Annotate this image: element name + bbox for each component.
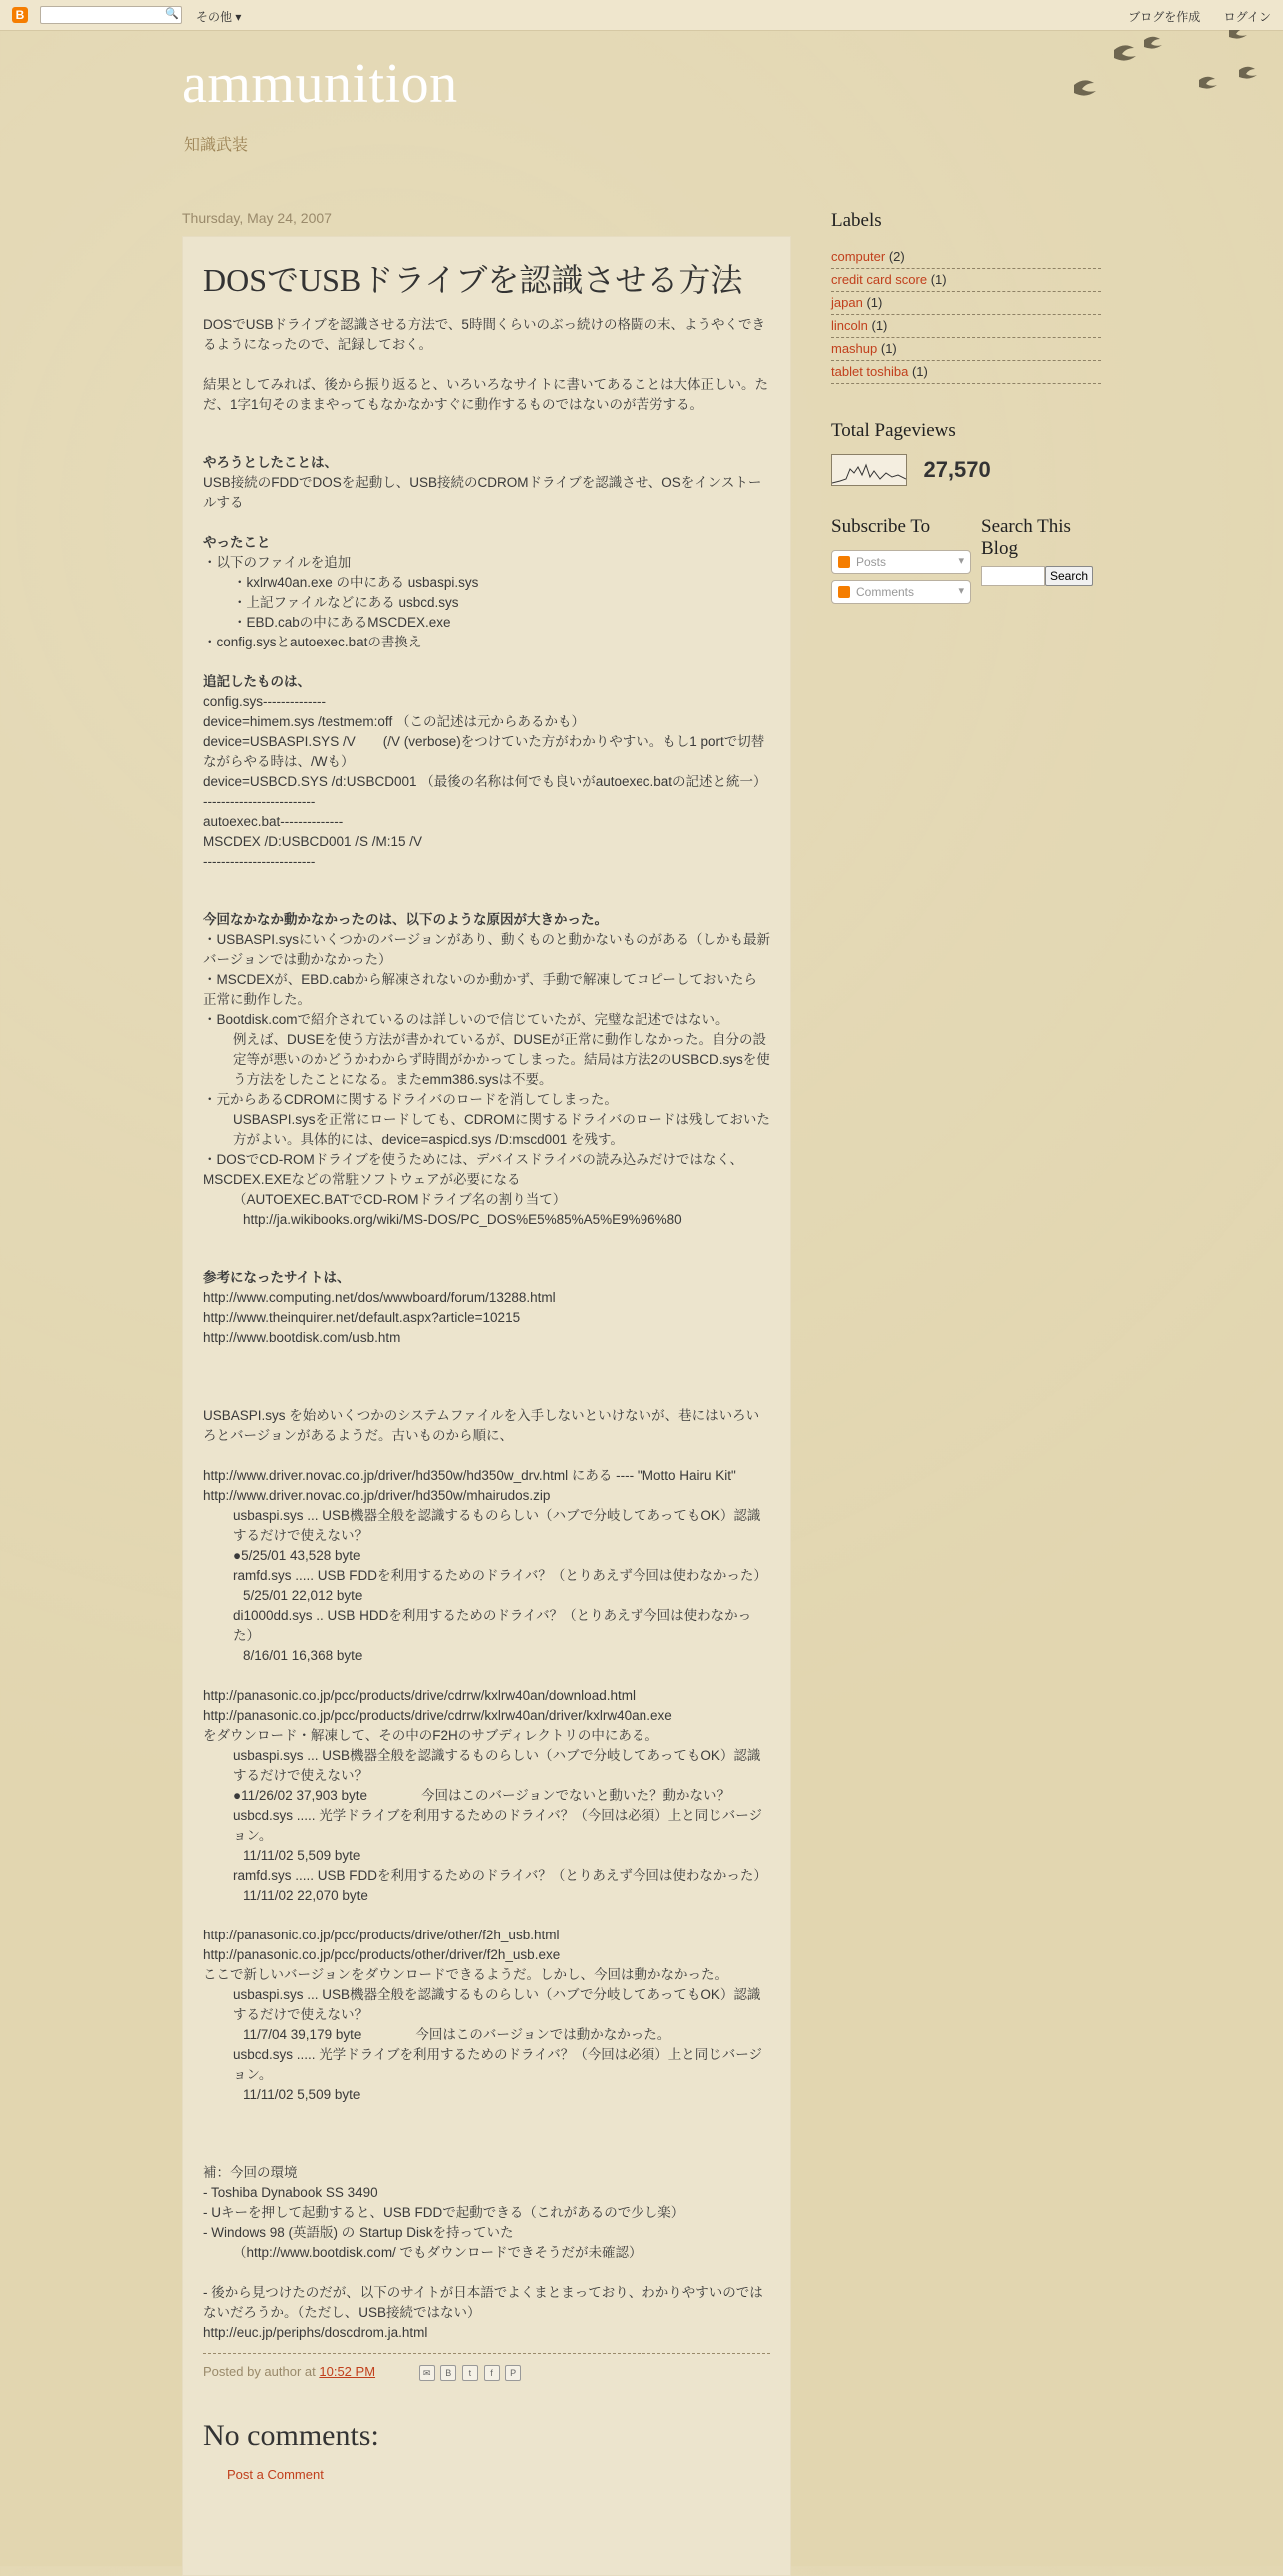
- post-heading: やろうとしたことは、: [203, 455, 338, 470]
- post-heading: やったこと: [203, 535, 271, 550]
- post-heading: 追記したものは、: [203, 674, 311, 689]
- navbar-search-input[interactable]: [40, 6, 182, 24]
- post-paragraph: 結果としてみれば、後から振り返ると、いろいろなサイトに書いてあることは大体正しい。ただ、1字1句そのままやってもなかなかすぐに動作するものではないのが苦労する。: [203, 377, 769, 412]
- label-link[interactable]: mashup: [831, 341, 878, 356]
- post-paragraph: 8/16/01 16,368 byte: [243, 1648, 363, 1663]
- post-heading: 参考になったサイトは、: [203, 1270, 351, 1285]
- chevron-down-icon: ▾: [958, 585, 964, 597]
- post-paragraph: -------------------------: [203, 794, 316, 809]
- pageviews-widget: [831, 420, 991, 486]
- post-paragraph: ・DOSでCD-ROMドライブを使うためには、デバイスドライバの読み込みだけではなく、MSCDEX.EXEなどの常駐ソフトウェアが必要になる: [203, 1152, 744, 1187]
- blogthis-icon[interactable]: B: [440, 2365, 456, 2381]
- post-heading: 今回なかなか動かなかったのは、以下のような原因が大きかった。: [203, 912, 608, 927]
- post-paragraph: ●5/25/01 43,528 byte: [233, 1548, 361, 1563]
- post-paragraph: をダウンロード・解凍して、その中のF2Hのサブディレクトリの中にある。: [203, 1728, 658, 1743]
- navbar: [0, 0, 1283, 31]
- blogger-logo-icon[interactable]: B: [12, 7, 28, 23]
- post-paragraph: di1000dd.sys .. USB HDDを利用するためのドライバ？（とりあえず今回は使わなかった）: [233, 1608, 752, 1643]
- label-count: (2): [888, 249, 905, 264]
- label-item[interactable]: [831, 246, 1101, 269]
- label-link[interactable]: credit card score: [831, 272, 928, 287]
- post-paragraph: device=himem.sys /testmem:off （この記述は元からあるかも）: [203, 714, 585, 729]
- post-paragraph: usbcd.sys ..... 光学ドライブを利用するためのドライバ？（今回は必須）上と同じバージョン。: [233, 1808, 763, 1843]
- post-paragraph: - Windows 98 (英語版) の Startup Diskを持っていた: [203, 2225, 514, 2240]
- pageviews-title: Total Pageviews: [831, 420, 956, 441]
- post-paragraph: MSCDEX /D:USBCD001 /S /M:15 /V: [203, 834, 423, 849]
- post-paragraph: usbaspi.sys ... USB機器全般を認識するものらしい（ハブで分岐してあってもOK）認識するだけで使えない？: [233, 1987, 761, 2022]
- post-paragraph: device=USBASPI.SYS /V (/V (verbose)をつけていた方がわかりやすい。もし1 portで切替ながらやる時は、/Wも）: [203, 734, 765, 769]
- blog-title[interactable]: ammunition: [182, 53, 458, 115]
- label-item[interactable]: [831, 292, 1101, 315]
- search-icon[interactable]: 🔍: [165, 8, 179, 20]
- post-paragraph: USB接続のFDDでDOSを起動し、USB接続のCDROMドライブを認識させ、OSをインストールする: [203, 475, 762, 510]
- post-paragraph: DOSでUSBドライブを認識させる方法で、5時間くらいのぶっ続けの格闘の末、ようやくできるようになったので、記録しておく。: [203, 317, 765, 352]
- post-paragraph: ・MSCDEXが、EBD.cabから解凍されないのか動かず、手動で解凍してコピーしておいたら正常に動作した。: [203, 972, 757, 1007]
- blog-description: 知識武装: [184, 137, 249, 154]
- label-item[interactable]: [831, 338, 1101, 361]
- post-paragraph: usbaspi.sys ... USB機器全般を認識するものらしい（ハブで分岐してあってもOK）認識するだけで使えない？: [233, 1508, 761, 1543]
- post-paragraph: ・以下のファイルを追加: [203, 555, 352, 570]
- post-paragraph: 11/7/04 39,179 byte 今回はこのバージョンでは動かなかった。: [243, 2027, 671, 2042]
- twitter-icon[interactable]: t: [462, 2365, 478, 2381]
- label-count: (1): [866, 295, 883, 310]
- post-link[interactable]: http://www.computing.net/dos/wwwboard/forum/13288.html: [203, 1290, 556, 1305]
- pinterest-icon[interactable]: P: [505, 2365, 521, 2381]
- label-item[interactable]: [831, 315, 1101, 338]
- label-item[interactable]: [831, 269, 1101, 292]
- post-link[interactable]: http://www.theinquirer.net/default.aspx?article=10215: [203, 1310, 521, 1325]
- post-title[interactable]: DOSでUSBドライブを認識させる方法: [203, 262, 743, 298]
- facebook-icon[interactable]: f: [484, 2365, 500, 2381]
- label-count: (1): [880, 341, 897, 356]
- post-paragraph: ・USBASPI.sysにいくつかのバージョンがあり、動くものと動かないものがある（しかも最新バージョンでは動かなかった）: [203, 932, 770, 967]
- post-paragraph: ・config.sysとautoexec.batの書換え: [203, 635, 422, 649]
- label-item[interactable]: [831, 361, 1101, 384]
- post-paragraph: ramfd.sys ..... USB FDDを利用するためのドライバ？（とりあえず今回は使わなかった）: [233, 1568, 767, 1583]
- post-link[interactable]: http://euc.jp/periphs/doscdrom.ja.html: [203, 2325, 428, 2340]
- post-paragraph: - Toshiba Dynabook SS 3490: [203, 2185, 378, 2200]
- label-link[interactable]: lincoln: [831, 318, 868, 333]
- sidebar: [831, 210, 1101, 599]
- post-paragraph: ●11/26/02 37,903 byte 今回はこのバージョンでないと動いた？動かない？: [233, 1788, 730, 1803]
- label-list: [831, 246, 1101, 384]
- post-paragraph: - 後から見つけたのだが、以下のサイトが日本語でよくまとまっており、わかりやすいのではないだろうか。（ただし、USB接続ではない）: [203, 2285, 763, 2320]
- birds-decoration-icon: [899, 30, 1283, 140]
- login-link[interactable]: ログイン: [1223, 10, 1271, 24]
- label-link[interactable]: tablet toshiba: [831, 364, 909, 379]
- post-link[interactable]: http://panasonic.co.jp/pcc/products/drive/other/f2h_usb.html: [203, 1928, 560, 1942]
- post-link[interactable]: http://www.bootdisk.com/usb.htm: [203, 1330, 401, 1345]
- email-icon[interactable]: ✉: [419, 2365, 435, 2381]
- comments-title: No comments:: [203, 2419, 379, 2453]
- label-link[interactable]: japan: [831, 295, 863, 310]
- post-author: Posted by author at: [203, 2364, 316, 2379]
- post-timestamp-link[interactable]: 10:52 PM: [319, 2364, 376, 2379]
- pageviews-sparkline-icon: [831, 454, 907, 486]
- post-paragraph: config.sys--------------: [203, 694, 326, 709]
- post-paragraph: USBASPI.sysを正常にロードしても、CDROMに関するドライバのロードは残しておいた方がよい。具体的には、device=aspicd.sys /D:mscd001 を残す。: [233, 1112, 770, 1147]
- label-count: (1): [871, 318, 888, 333]
- post-paragraph: device=USBCD.SYS /d:USBCD001 （最後の名称は何でも良いがautoexec.batの記述と統一）: [203, 774, 767, 789]
- label-link[interactable]: computer: [831, 249, 886, 264]
- labels-title: Labels: [831, 210, 882, 231]
- post-paragraph: -------------------------: [203, 854, 316, 869]
- post-paragraph: （http://www.bootdisk.com/ でもダウンロードできそうだが未確認）: [233, 2245, 642, 2260]
- post-link[interactable]: http://ja.wikibooks.org/wiki/MS-DOS/PC_DOS%E5%85%A5%E9%96%80: [243, 1212, 682, 1227]
- post-paragraph: - Uキーを押して起動すると、USB FDDで起動できる（これがあるので少し楽）: [203, 2205, 685, 2220]
- post-date: Thursday, May 24, 2007: [182, 210, 332, 226]
- post-paragraph: usbaspi.sys ... USB機器全般を認識するものらしい（ハブで分岐してあってもOK）認識するだけで使えない？: [233, 1748, 761, 1783]
- post-body: [203, 315, 770, 2343]
- feed-icon: [838, 556, 850, 568]
- post: [182, 236, 791, 2576]
- subscribe-widget: [831, 516, 981, 604]
- search-title: Search This Blog: [981, 516, 1071, 559]
- post-paragraph: 5/25/01 22,012 byte: [243, 1588, 363, 1603]
- post-link[interactable]: http://www.driver.novac.co.jp/driver/hd350w/mhairudos.zip: [203, 1488, 551, 1503]
- navbar-more-menu[interactable]: その他 ▾: [196, 10, 242, 24]
- navbar-right-links: [1108, 8, 1271, 25]
- post-paragraph: autoexec.bat--------------: [203, 814, 344, 829]
- post-paragraph: usbcd.sys ..... 光学ドライブを利用するためのドライバ？（今回は必須）上と同じバージョン。: [233, 2047, 763, 2082]
- search-widget: [981, 516, 1111, 590]
- subscribe-title: Subscribe To: [831, 516, 931, 537]
- post-paragraph: （AUTOEXEC.BATでCD-ROMドライブ名の割り当て）: [233, 1192, 567, 1207]
- post-paragraph: 補：今回の環境: [203, 2165, 298, 2180]
- label-count: (1): [911, 364, 928, 379]
- subscribe-comments-button[interactable]: [831, 580, 971, 604]
- post-comment-link[interactable]: Post a Comment: [227, 2467, 324, 2483]
- search-input[interactable]: [981, 566, 1045, 586]
- subscribe-posts-button[interactable]: [831, 550, 971, 574]
- post-paragraph: ramfd.sys ..... USB FDDを利用するためのドライバ？（とりあえず今回は使わなかった）: [233, 1868, 767, 1883]
- subscribe-comments-label: Comments: [856, 585, 915, 599]
- post-paragraph: 例えば、DUSEを使う方法が書かれているが、DUSEが正常に動作しなかった。自分の設定等が悪いのかどうかわからず時間がかかってしまった。結局は方法2のUSBCD.sysを使う方法をしたことになる。またemm386.sysは不要。: [233, 1032, 770, 1087]
- post-link[interactable]: http://www.driver.novac.co.jp/driver/hd350w/hd350w_drv.html にある ---- "Motto Hairu Kit": [203, 1468, 736, 1483]
- label-count: (1): [930, 272, 947, 287]
- chevron-down-icon: ▾: [958, 555, 964, 567]
- post-paragraph: ・上記ファイルなどにある usbcd.sys: [233, 595, 459, 610]
- post-paragraph: 11/11/02 5,509 byte: [243, 2087, 361, 2102]
- post-paragraph: ・元からあるCDROMに関するドライバのロードを消してしまった。: [203, 1092, 618, 1107]
- pageviews-count: 27,570: [923, 457, 991, 482]
- search-button[interactable]: Search: [1045, 566, 1093, 586]
- create-blog-link[interactable]: ブログを作成: [1128, 10, 1201, 24]
- post-paragraph: 11/11/02 22,070 byte: [243, 1888, 368, 1903]
- post-link[interactable]: http://panasonic.co.jp/pcc/products/other/driver/f2h_usb.exe: [203, 1947, 561, 1962]
- post-paragraph: USBASPI.sys を始めいくつかのシステムファイルを入手しないといけないが、巷にはいろいろとバージョンがあるようだ。古いものから順に、: [203, 1408, 760, 1443]
- share-buttons: [419, 2364, 524, 2381]
- post-paragraph: 11/11/02 5,509 byte: [243, 1848, 361, 1863]
- subscribe-posts-label: Posts: [856, 555, 887, 569]
- post-paragraph: ・kxlrw40an.exe の中にある usbaspi.sys: [233, 575, 479, 590]
- feed-icon: [838, 586, 850, 598]
- post-link[interactable]: http://panasonic.co.jp/pcc/products/drive/cdrrw/kxlrw40an/download.html: [203, 1688, 636, 1703]
- post-footer: [203, 2353, 770, 2381]
- post-paragraph: ここで新しいバージョンをダウンロードできるようだ。しかし、今回は動かなかった。: [203, 1967, 728, 1982]
- post-paragraph: ・EBD.cabの中にあるMSCDEX.exe: [233, 615, 451, 630]
- post-link[interactable]: http://panasonic.co.jp/pcc/products/drive/cdrrw/kxlrw40an/driver/kxlrw40an.exe: [203, 1708, 672, 1723]
- post-paragraph: ・Bootdisk.comで紹介されているのは詳しいので信じていたが、完璧な記述ではない。: [203, 1012, 729, 1027]
